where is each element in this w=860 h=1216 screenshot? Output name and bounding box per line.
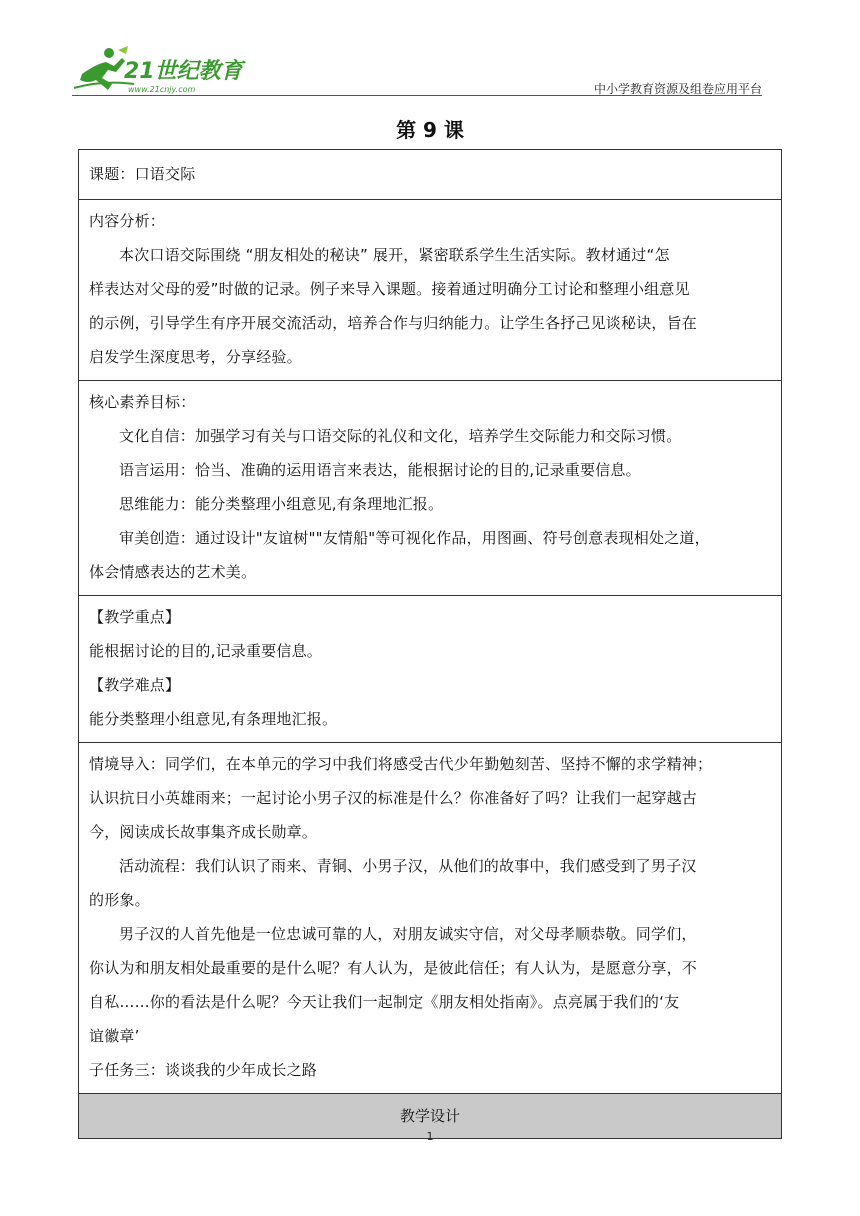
intro-line: 情境导入：同学们，在本单元的学习中我们将感受古代少年勤勉刻苦、坚持不懈的求学精神； [89,755,713,773]
topic-cell [79,150,781,200]
lesson-plan-table [78,149,782,1139]
content-analysis-line: 的示例，引导学生有序开展交流活动，培养合作与归纳能力。让学生各抒己见谈秘诀，旨在 [89,314,698,332]
topic-label: 课题： [89,165,135,183]
content-analysis-cell [79,200,781,381]
activity-line: 活动流程：我们认识了雨来、青铜、小男子汉，从他们的故事中，我们感受到了男子汉 [119,857,697,875]
topic-value: 口语交际 [134,165,196,183]
page-number: 1 [426,1130,434,1143]
logo-21cnjy [72,44,252,96]
lesson-title: 第 9 课 [396,118,464,142]
goal-language: 语言运用：恰当、准确的运用语言来表达，能根据讨论的目的,记录重要信息。 [119,461,641,479]
content-analysis-heading: 内容分析： [89,212,166,230]
key-points-cell [79,596,781,743]
goal-culture: 文化自信：加强学习有关与口语交际的礼仪和文化，培养学生交际能力和交际习惯。 [119,427,682,445]
men-line: 你认为和朋友相处最重要的是什么呢？有人认为，是彼此信任；有人认为，是愿意分享，不 [89,959,698,977]
men-line: 自私……你的看法是什么呢？今天让我们一起制定《朋友相处指南》。点亮属于我们的‘友 [89,993,680,1011]
goal-aesthetic: 体会情感表达的艺术美。 [89,563,257,581]
logo-url: www.21cnjy.com [128,85,196,94]
teaching-design-label: 教学设计 [79,1094,781,1138]
men-line: 男子汉的人首先他是一位忠诚可靠的人，对朋友诚实守信，对父母孝顺恭敬。同学们， [119,925,697,943]
difficulty-text: 能分类整理小组意见,有条理地汇报。 [89,710,338,728]
content-analysis-line: 样表达对父母的爱”时做的记录。例子来导入课题。接着通过明确分工讨论和整理小组意见 [89,280,690,298]
content-analysis-line: 启发学生深度思考，分享经验。 [89,348,302,366]
content-analysis-line: 本次口语交际围绕 “朋友相处的秘诀” 展开，紧密联系学生生活实际。教材通过“怎 [119,246,670,264]
activity-line: 的形象。 [89,891,150,909]
difficulty-heading: 【教学难点】 [89,676,181,694]
focus-text: 能根据讨论的目的,记录重要信息。 [89,642,322,660]
header-divider [72,95,762,96]
subtask-line: 子任务三：谈谈我的少年成长之路 [89,1061,318,1079]
intro-line: 认识抗日小英雄雨来；一起讨论小男子汉的标准是什么？你准备好了吗？让我们一起穿越古 [89,789,698,807]
situation-cell [79,743,781,1094]
intro-line: 今，阅读成长故事集齐成长勋章。 [89,823,318,841]
focus-heading: 【教学重点】 [89,608,181,626]
logo-text: 21世纪教育 [124,59,243,84]
page-header [72,40,762,100]
men-line: 谊徽章’ [89,1027,140,1045]
platform-name: 中小学教育资源及组卷应用平台 [593,82,762,96]
core-goals-heading: 核心素养目标： [89,393,196,411]
goal-aesthetic: 审美创造：通过设计"友谊树""友情船"等可视化作品，用图画、符号创意表现相处之道， [119,529,710,547]
goal-thinking: 思维能力：能分类整理小组意见,有条理地汇报。 [119,495,444,513]
core-goals-cell [79,381,781,596]
